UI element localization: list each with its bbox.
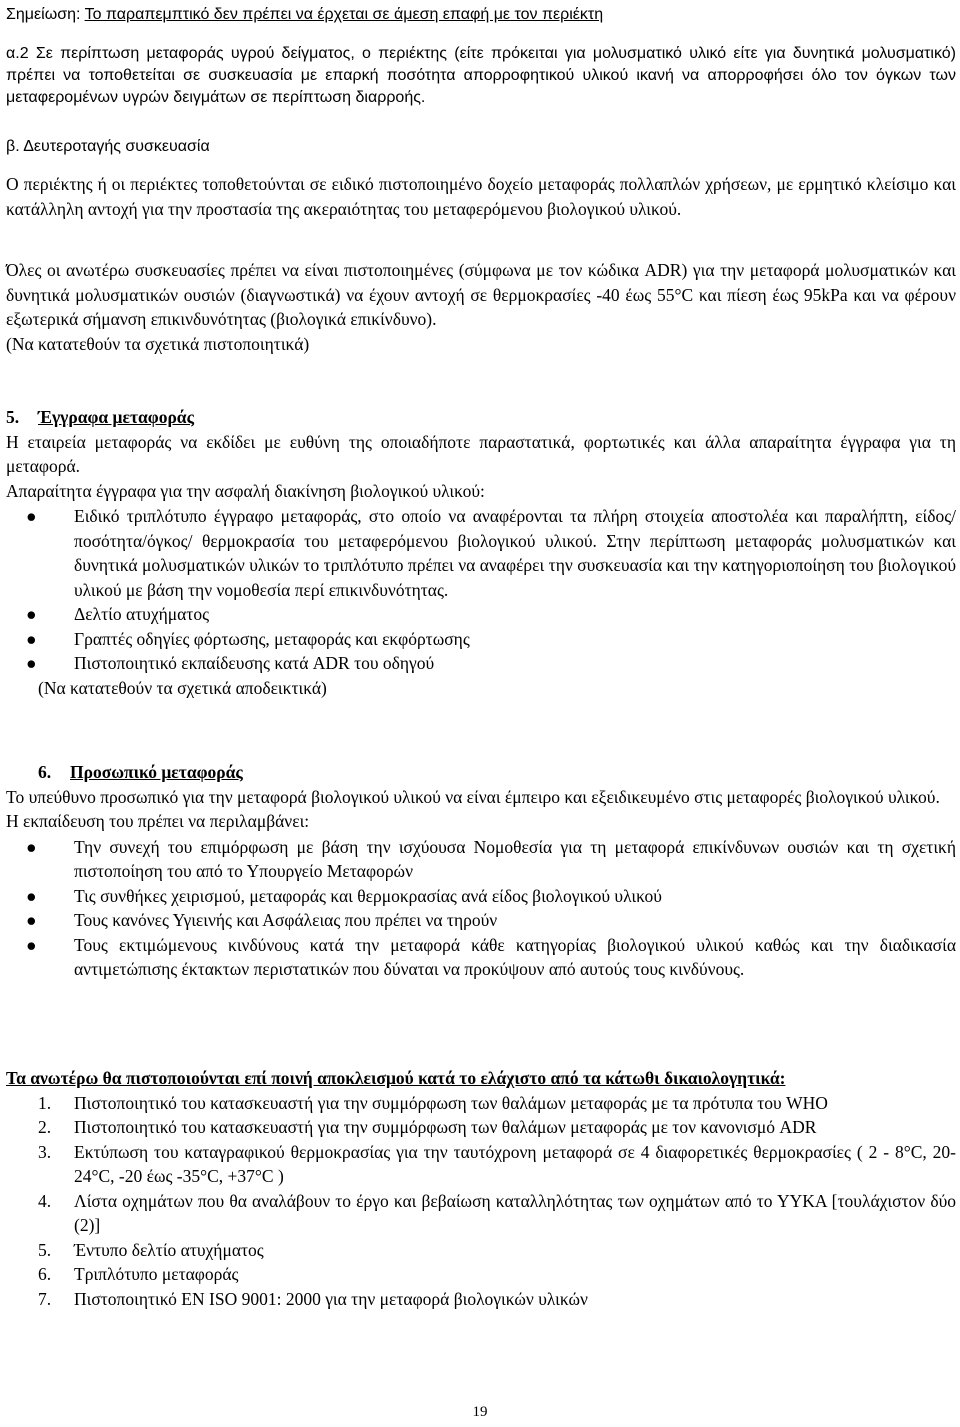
list-item: 6. Τριπλότυπο μεταφοράς	[38, 1264, 239, 1284]
section-b-note: (Να κατατεθούν τα σχετικά πιστοποιητικά)	[6, 333, 310, 354]
section-b-paragraph-1: Ο περιέκτης ή οι περιέκτες τοποθετούνται σε ειδικό πιστοποιημένο δοχείο μεταφοράς πολλαπλών χρήσεων, με ερμητικό κλείσιμο και κατάλληλη αντοχή για την προστασία της ακεραιότητας του μεταφερόμενου βιολογικού υλικού.	[6, 174, 956, 219]
list-item: 3. Εκτύπωση του καταγραφικού θερμοκρασίας για την ταυτόχρονη μεταφορά σε 4 διαφορετικές θερμοκρασίες ( 2 - 8°C, 20-24°C, -20 έως -35°C, +37°C )	[38, 1141, 956, 1186]
section-5-note: (Να κατατεθούν τα σχετικά αποδεικτικά)	[38, 677, 327, 698]
section-b-paragraph-2: Όλες οι ανωτέρω συσκευασίες πρέπει να είναι πιστοποιημένες (σύμφωνα με τον κώδικα ADR) για την μεταφορά μολυσματικών και δυνητικά μολυσματικών ουσιών (διαγνωστικά) να έχουν αντοχή σε θερμοκρασίες -40 έως 55°C και πίεση έως 95kPa και να φέρουν εξωτερικά σήμανση επικινδυνότητας (βιολογικά επικίνδυνο). (Να κατατεθούν τα σχετικά πιστοποιητικά)	[6, 258, 956, 356]
bullet-icon: ●	[26, 604, 37, 624]
list-item: 1. Πιστοποιητικό του κατασκευαστή για την συμμόρφωση των θαλάμων μεταφοράς με τα πρότυπα του WHO	[38, 1092, 828, 1113]
section-6-heading	[6, 760, 956, 785]
note-line	[6, 4, 956, 26]
list-item: ● Τους κανόνες Υγιεινής και Ασφάλειας που πρέπει να τηρούν	[6, 908, 956, 933]
section-6-title: Προσωπικό μεταφοράς	[70, 762, 243, 782]
bullet-icon: ●	[26, 653, 37, 673]
bullet-icon: ●	[26, 885, 37, 906]
section-5-heading	[6, 405, 956, 430]
section-6-bullet-list	[6, 835, 956, 982]
section-a2-paragraph: α.2 Σε περίπτωση μεταφοράς υγρού δείγματος, ο περιέκτης (είτε πρόκειται για μολυσματικό υλικό είτε για δυνητικά μολυσματικό) πρέπει να τοποθετείται σε συσκευασία με επαρκή ποσότητα απορροφητικού υλικού ικανή να απορροφήσει όλο τον όγκων των μεταφερομένων υγρών δειγμάτων σε περίπτωση διαρροής.	[6, 45, 956, 106]
note-text: Το παραπεμπτικό δεν πρέπει να έρχεται σε άμεση επαφή με τον περιέκτη	[84, 6, 604, 23]
section-5-paragraph-1: Η εταιρεία μεταφοράς να εκδίδει με ευθύνη της οποιαδήποτε παραστατικά, φορτωτικές και άλλα απαραίτητα έγγραφα για τη μεταφορά.	[6, 431, 956, 476]
list-item: ● Τις συνθήκες χειρισμού, μεταφοράς και θερμοκρασίας ανά είδος βιολογικού υλικού	[6, 884, 956, 909]
bullet-icon: ●	[26, 910, 37, 930]
requirements-list	[6, 1091, 956, 1312]
list-item: 2. Πιστοποιητικό του κατασκευαστή για την συμμόρφωση των θαλάμων μεταφοράς με τον κανονισμό ADR	[38, 1117, 817, 1137]
list-item: 4. Λίστα οχημάτων που θα αναλάβουν το έργο και βεβαίωση καταλληλότητας των οχημάτων από το ΥΥΚΑ [τουλάχιστον δύο (2)]	[38, 1190, 956, 1235]
bullet-icon: ●	[26, 934, 37, 955]
section-5-number: 5.	[6, 407, 20, 427]
section-6-paragraph-1: Το υπεύθυνο προσωπικό για την μεταφορά βιολογικού υλικού να είναι έμπειρο και εξειδικευμένο στις μεταφορές βιολογικού υλικού.	[6, 786, 940, 807]
bullet-icon: ●	[26, 836, 37, 857]
note-prefix: Σημείωση:	[6, 6, 85, 23]
list-item: ● Πιστοποιητικό εκπαίδευσης κατά ADR του οδηγού	[6, 651, 956, 676]
list-item: 5. Έντυπο δελτίο ατυχήματος	[38, 1239, 264, 1260]
section-6-number: 6.	[38, 762, 52, 782]
section-5-title: Έγγραφα μεταφοράς	[38, 407, 194, 427]
page-number: 19	[472, 1404, 488, 1420]
list-item: ● Τους εκτιμώμενους κινδύνους κατά την μεταφορά κάθε κατηγορίας βιολογικού υλικού καθώς και την διαδικασία αντιμετώπισης έκτακτων περιστατικών που δύναται να προκύψουν από αυτούς τους κινδύνους.	[26, 934, 956, 979]
list-item: ● Ειδικό τριπλότυπο έγγραφο μεταφοράς, στο οποίο να αναφέρονται τα πλήρη στοιχεία αποστολέα και παραλήπτη, είδος/ποσότητα/όγκος/ θερμοκρασία του μεταφερόμενου βιολογικού υλικού. Στην περίπτωση μεταφοράς μολυσματικών και δυνητικά μολυσματικών υλικών το τριπλότυπο πρέπει να αναφέρει την συσκευασία και την κατηγοριοποίηση του βιολογικού υλικού με βάση την νομοθεσία περί επικινδυνότητας.	[26, 506, 956, 600]
section-b-title: β. Δευτεροταγής συσκευασία	[6, 138, 210, 155]
list-item: ● Γραπτές οδηγίες φόρτωσης, μεταφοράς και εκφόρτωσης	[6, 627, 956, 652]
section-5	[6, 405, 956, 700]
section-6-paragraph-2: Η εκπαίδευση του πρέπει να περιλαμβάνει:	[6, 811, 310, 831]
list-item: ● Την συνεχή του επιμόρφωση με βάση την ισχύουσα Νομοθεσία για τη μεταφορά επικίνδυνων ουσιών και τη σχετική πιστοποίηση του από το Υπουργείο Μεταφορών	[26, 836, 956, 881]
requirements-title: Τα ανωτέρω θα πιστοποιούνται επί ποινή αποκλεισμού κατά το ελάχιστο από τα κάτωθι δικαιολογητικά:	[6, 1068, 786, 1088]
requirements-section	[6, 1066, 956, 1311]
section-5-bullet-list	[6, 504, 956, 676]
section-6	[6, 760, 956, 982]
list-item: ● Δελτίο ατυχήματος	[6, 602, 956, 627]
bullet-icon: ●	[26, 506, 37, 526]
section-5-paragraph-2: Απαραίτητα έγγραφα για την ασφαλή διακίνηση βιολογικού υλικού:	[6, 480, 485, 501]
bullet-icon: ●	[26, 628, 37, 649]
list-item: 7. Πιστοποιητικό EN ISO 9001: 2000 για την μεταφορά βιολογικών υλικών	[38, 1288, 588, 1309]
